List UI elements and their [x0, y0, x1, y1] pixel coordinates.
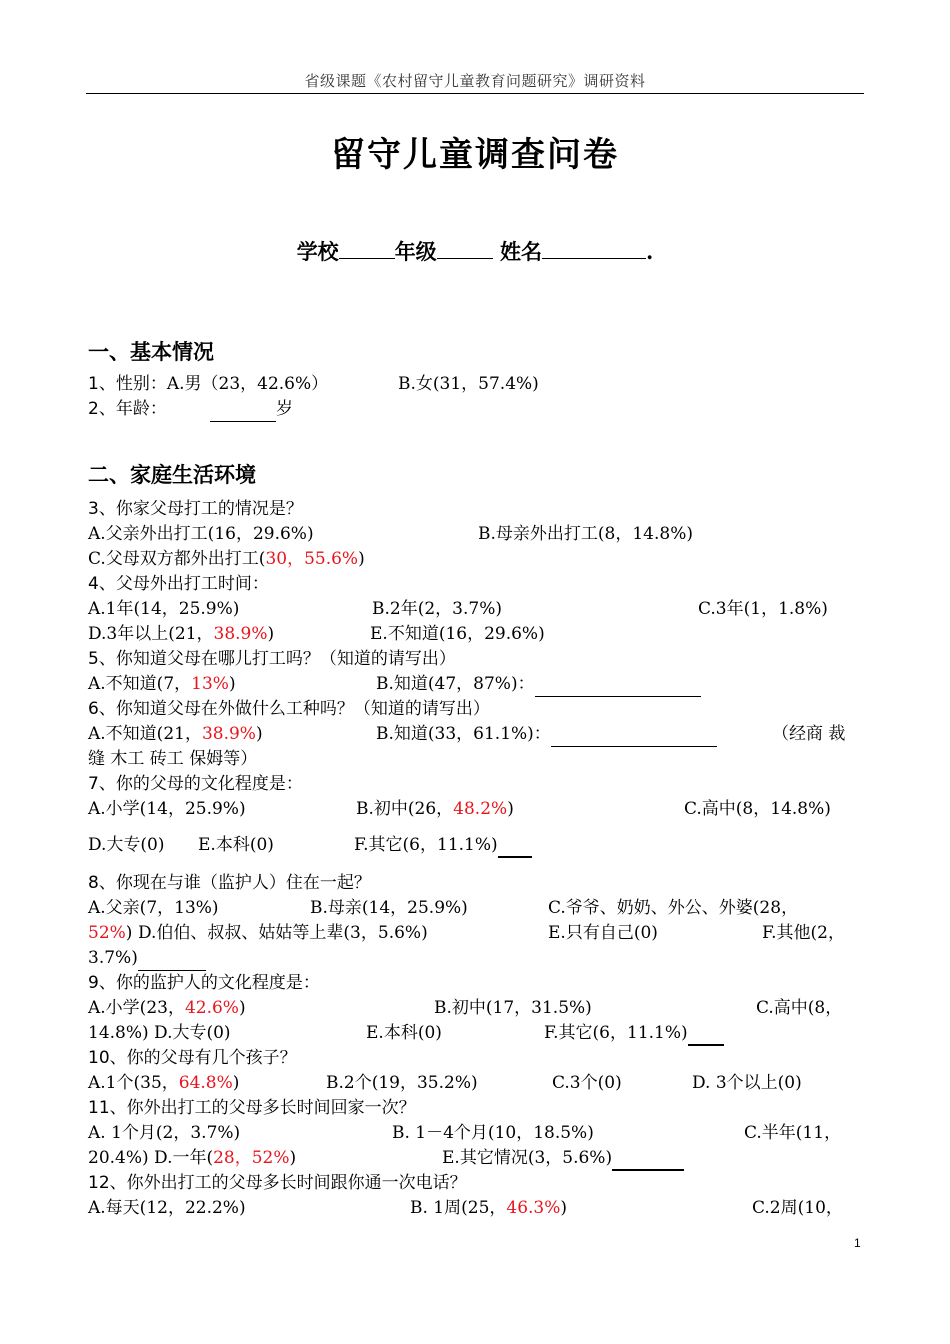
q8-blank[interactable]: [138, 952, 206, 971]
q10-option-d: D. 3个以上(0): [692, 1073, 802, 1093]
q8-option-c-value: 52%: [88, 923, 126, 943]
page-number: 1: [854, 1236, 861, 1250]
q1-label: 1、性别：: [88, 374, 167, 394]
q4-option-a: A.1年(14，25.9%): [88, 599, 240, 619]
q8-option-c: C.爷爷、奶奶、外公、外婆(28，: [548, 898, 799, 918]
q12-option-c: C.2周(10，: [752, 1198, 843, 1218]
q8-option-a: A.父亲(7，13%): [88, 898, 219, 918]
q8-option-d: D.伯伯、叔叔、姑姑等上辈(3，5.6%): [138, 923, 428, 943]
q9-option-b: B.初中(17，31.5%): [434, 998, 592, 1018]
q2-unit: 岁: [276, 399, 293, 419]
q9-option-d: D.大专(0): [154, 1023, 231, 1043]
q11-option-d: D.一年(28，52%): [154, 1148, 297, 1168]
q8-question: 8、你现在与谁（监护人）住在一起？: [88, 873, 371, 893]
q8-option-f: F.其他(2，: [762, 923, 845, 943]
grade-blank[interactable]: [437, 240, 493, 259]
q7-options-row1: [88, 797, 864, 822]
q6-blank[interactable]: [551, 728, 717, 747]
q10-option-a: A.1个(35，64.8%): [88, 1073, 240, 1093]
grade-label: 年级: [394, 239, 437, 264]
q3-options-row1: [88, 522, 864, 547]
q6-option-a: A.不知道(21，38.9%): [88, 724, 263, 744]
name-label: 姓名: [500, 239, 542, 264]
q9-option-a: A.小学(23，42.6%): [88, 998, 246, 1018]
q7-options-row2: [88, 833, 864, 858]
school-blank[interactable]: [339, 240, 395, 259]
q4-question: 4、父母外出打工时间：: [88, 574, 269, 594]
q4-options-row1: [88, 597, 864, 622]
q9-option-f: F.其它(6，11.1%): [544, 1023, 688, 1043]
q7-option-f: F.其它(6，11.1%): [354, 835, 498, 855]
q7-blank[interactable]: [498, 838, 532, 858]
q12-question: 12、你外出打工的父母多长时间跟你通一次电话？: [88, 1173, 467, 1193]
q9-blank[interactable]: [688, 1026, 724, 1046]
q6-note-1: （经商 裁: [772, 724, 846, 744]
name-blank[interactable]: [542, 240, 646, 259]
q6-option-b: B.知道(33，61.1%)：: [376, 724, 551, 744]
q7-option-b: B.初中(26，48.2%): [356, 799, 514, 819]
q10-question: 10、你的父母有几个孩子？: [88, 1048, 297, 1068]
q11-options-row2: [88, 1146, 864, 1171]
q9-option-c: C.高中(8，: [756, 998, 843, 1018]
q9-option-e: E.本科(0): [366, 1023, 442, 1043]
q12-option-a: A.每天(12，22.2%): [88, 1198, 246, 1218]
q9-option-c-cont: 14.8%): [88, 1023, 149, 1043]
q4-option-b: B.2年(2，3.7%): [372, 599, 502, 619]
q5-option-b: B.知道(47，87%)：: [376, 674, 535, 694]
q9-options-row2: [88, 1021, 864, 1046]
q3-question: 3、你家父母打工的情况是？: [88, 499, 303, 519]
q10-option-b: B.2个(19，35.2%): [326, 1073, 478, 1093]
q5-question: 5、你知道父母在哪儿打工吗？（知道的请写出）: [88, 649, 456, 669]
q11-option-b: B. 1－4个月(10，18.5%): [392, 1123, 594, 1143]
q1-line: [88, 372, 864, 397]
q1-option-b: B.女(31，57.4%): [398, 374, 539, 394]
q4-option-d: D.3年以上(21，38.9%): [88, 624, 275, 644]
q7-option-d: D.大专(0): [88, 835, 165, 855]
q6-question: 6、你知道父母在外做什么工种吗？（知道的请写出）: [88, 699, 490, 719]
q11-option-a: A. 1个月(2，3.7%): [88, 1123, 241, 1143]
q4-option-e: E.不知道(16，29.6%): [370, 624, 545, 644]
school-label: 学校: [296, 239, 339, 264]
q8-options-row2: 52%) D.伯伯、叔叔、姑姑等上辈(3，5.6%) E.只有自己(0) F.其他(2，: [88, 921, 864, 946]
q7-option-e: E.本科(0): [198, 835, 274, 855]
q4-options-row2: [88, 622, 864, 647]
q11-option-c: C.半年(11，: [744, 1123, 842, 1143]
q11-option-c-cont: 20.4%): [88, 1148, 149, 1168]
q2-label: 2、年龄：: [88, 399, 167, 419]
page-title: 留守儿童调查问卷: [331, 135, 619, 175]
q11-question: 11、你外出打工的父母多长时间回家一次？: [88, 1098, 416, 1118]
q12-options: [88, 1196, 864, 1221]
q1-option-a: A.男（23，42.6%）: [166, 374, 329, 394]
q4-option-c: C.3年(1，1.8%): [698, 599, 828, 619]
q5-option-a: A.不知道(7，13%): [88, 674, 236, 694]
q5-blank[interactable]: [535, 678, 701, 697]
section-family-env: 二、家庭生活环境: [88, 463, 256, 487]
q9-options-row1: [88, 996, 864, 1021]
q7-option-c: C.高中(8，14.8%): [684, 799, 831, 819]
age-blank[interactable]: [210, 403, 276, 422]
q11-blank[interactable]: [612, 1151, 684, 1171]
q3-option-a: A.父亲外出打工(16，29.6%): [88, 524, 314, 544]
q8-option-f-cont: 3.7%): [88, 948, 138, 968]
q8-option-e: E.只有自己(0): [548, 923, 658, 943]
q8-option-b: B.母亲(14，25.9%): [310, 898, 468, 918]
q2-line: [88, 397, 864, 422]
q11-option-e: E.其它情况(3，5.6%): [442, 1148, 613, 1168]
q12-option-b: B. 1周(25，46.3%): [410, 1198, 568, 1218]
section-basic-info: 一、基本情况: [88, 340, 214, 364]
q5-options: [88, 672, 864, 697]
q9-question: 9、你的监护人的文化程度是：: [88, 973, 320, 993]
q3-options-row2: [88, 547, 864, 572]
running-header: 省级课题《农村留守儿童教育问题研究》调研资料: [304, 72, 646, 90]
q7-question: 7、你的父母的文化程度是：: [88, 774, 303, 794]
student-info-line: [0, 236, 950, 266]
q10-option-c: C.3个(0): [552, 1073, 622, 1093]
q8-options-row3: [88, 946, 864, 971]
q3-option-c: C.父母双方都外出打工(30，55.6%): [88, 549, 365, 569]
q3-option-b: B.母亲外出打工(8，14.8%): [478, 524, 693, 544]
q6-options: [88, 722, 864, 747]
q6-note-2: 缝 木工 砖工 保姆等）: [88, 749, 258, 769]
q8-options-row1: [88, 896, 864, 921]
q10-options: [88, 1071, 864, 1096]
info-end: .: [646, 239, 654, 264]
header-rule: [86, 93, 864, 94]
q7-option-a: A.小学(14，25.9%): [88, 799, 246, 819]
q11-options-row1: [88, 1121, 864, 1146]
